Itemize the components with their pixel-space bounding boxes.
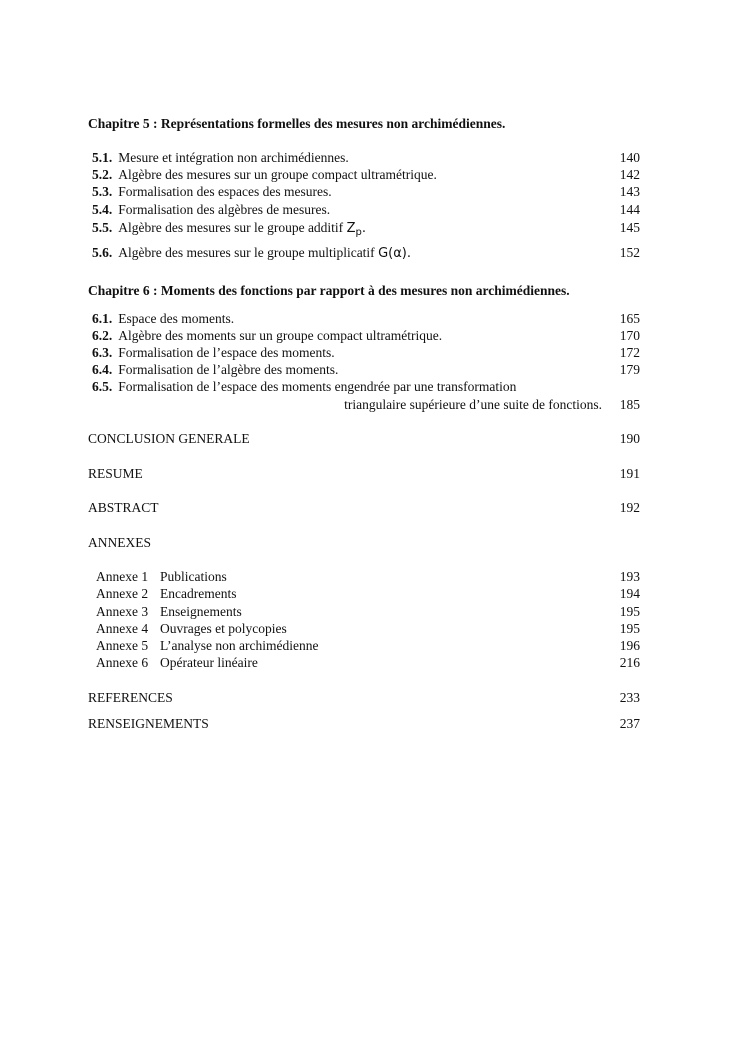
entry-text: Formalisation de l’espace des moments engendrée par une transformation bbox=[118, 379, 517, 394]
page-number: 179 bbox=[619, 362, 640, 377]
annex-text: Opérateur linéaire bbox=[160, 655, 258, 670]
entry-text: Mesure et intégration non archimédiennes. bbox=[118, 150, 349, 165]
math-z: Z bbox=[346, 221, 356, 236]
entry-number: 5.6. bbox=[92, 245, 113, 260]
page-number: 172 bbox=[619, 345, 640, 360]
annex-text: Publications bbox=[160, 569, 227, 584]
page-number: 152 bbox=[619, 245, 640, 260]
entry-number: 5.4. bbox=[92, 202, 113, 217]
section-label: RENSEIGNEMENTS bbox=[88, 716, 209, 731]
page-number: 190 bbox=[619, 431, 640, 446]
entry-number: 6.1. bbox=[92, 311, 113, 326]
chapter-5-title: Chapitre 5 : Représentations formelles des mesures non archimédiennes. bbox=[88, 116, 506, 131]
entry-text: Formalisation des espaces des mesures. bbox=[118, 184, 332, 199]
toc-entry-5-3 bbox=[92, 183, 640, 200]
entry-number: 5.2. bbox=[92, 167, 113, 182]
entry-text: Formalisation des algèbres de mesures. bbox=[118, 202, 331, 217]
toc-entry-6-1 bbox=[92, 310, 640, 327]
entry-number: 6.5. bbox=[92, 379, 113, 394]
entry-text: Algèbre des mesures sur le groupe additif bbox=[118, 220, 344, 235]
toc-entry-5-6 bbox=[92, 244, 640, 261]
toc-abstract bbox=[88, 499, 640, 516]
page-number: 237 bbox=[619, 716, 640, 731]
annex-label: Annexe 4 bbox=[96, 621, 149, 636]
toc-entry-5-4 bbox=[92, 201, 640, 218]
entry-number: 6.3. bbox=[92, 345, 113, 360]
entry-text: Algèbre des mesures sur un groupe compact ultramétrique. bbox=[118, 167, 437, 182]
entry-text: Formalisation de l’algèbre des moments. bbox=[118, 362, 339, 377]
page-number: 170 bbox=[619, 328, 640, 343]
math-symbol-zp bbox=[347, 221, 366, 236]
page-number: 191 bbox=[619, 466, 640, 481]
entry-number: 6.2. bbox=[92, 328, 113, 343]
annex-label: Annexe 3 bbox=[96, 604, 149, 619]
chapter-6-title: Chapitre 6 : Moments des fonctions par rapport à des mesures non archimédiennes. bbox=[88, 283, 570, 298]
toc-annexe-6 bbox=[96, 654, 640, 671]
annex-label: Annexe 2 bbox=[96, 586, 149, 601]
entry-number: 6.4. bbox=[92, 362, 113, 377]
toc-entry-6-4 bbox=[92, 361, 640, 378]
annex-text: L’analyse non archimédienne bbox=[160, 638, 319, 653]
toc-resume bbox=[88, 465, 640, 482]
toc-entry-5-5 bbox=[92, 219, 640, 236]
math-subscript-p: p bbox=[355, 227, 362, 238]
annex-text: Ouvrages et polycopies bbox=[160, 621, 287, 636]
entry-text-continuation: triangulaire supérieure d’une suite de fonctions. bbox=[344, 397, 602, 412]
toc-entry-6-5-continuation bbox=[92, 396, 640, 413]
page-number: 140 bbox=[619, 150, 640, 165]
entry-text: Formalisation de l’espace des moments. bbox=[118, 345, 335, 360]
toc-entry-5-1 bbox=[92, 149, 640, 166]
entry-number: 5.3. bbox=[92, 184, 113, 199]
toc-entry-6-3 bbox=[92, 344, 640, 361]
math-symbol-g-alpha: G(α). bbox=[378, 246, 411, 261]
toc-annexe-2 bbox=[96, 585, 640, 602]
toc-renseignements bbox=[88, 715, 640, 732]
entry-text: Espace des moments. bbox=[118, 311, 235, 326]
page-number: 195 bbox=[619, 621, 640, 636]
toc-entry-6-2 bbox=[92, 327, 640, 344]
annex-label: Annexe 1 bbox=[96, 569, 149, 584]
annex-text: Enseignements bbox=[160, 604, 242, 619]
annex-label: Annexe 6 bbox=[96, 655, 149, 670]
page-number: 143 bbox=[619, 184, 640, 199]
toc-annexe-3 bbox=[96, 603, 640, 620]
section-label: ANNEXES bbox=[88, 535, 151, 550]
toc-conclusion bbox=[88, 430, 640, 447]
section-label: RESUME bbox=[88, 466, 143, 481]
page-number: 144 bbox=[619, 202, 640, 217]
section-label: REFERENCES bbox=[88, 690, 173, 705]
toc-entry-6-5 bbox=[92, 378, 640, 395]
page-number: 192 bbox=[619, 500, 640, 515]
page-number: 193 bbox=[619, 569, 640, 584]
section-label: CONCLUSION GENERALE bbox=[88, 431, 250, 446]
entry-text: Algèbre des mesures sur le groupe multiplicatif bbox=[118, 245, 375, 260]
entry-number: 5.1. bbox=[92, 150, 113, 165]
page-number: 165 bbox=[619, 311, 640, 326]
math-period: . bbox=[361, 221, 366, 236]
page-number: 196 bbox=[619, 638, 640, 653]
page-number: 145 bbox=[619, 220, 640, 235]
toc-annexe-1 bbox=[96, 568, 640, 585]
page-number: 195 bbox=[619, 604, 640, 619]
entry-text: Algèbre des moments sur un groupe compact ultramétrique. bbox=[118, 328, 443, 343]
annex-label: Annexe 5 bbox=[96, 638, 149, 653]
toc-annexe-5 bbox=[96, 637, 640, 654]
toc-annexe-4 bbox=[96, 620, 640, 637]
entry-number: 5.5. bbox=[92, 220, 113, 235]
page-number: 216 bbox=[619, 655, 640, 670]
page-number: 142 bbox=[619, 167, 640, 182]
page-number: 185 bbox=[619, 397, 640, 412]
page-number: 194 bbox=[619, 586, 640, 601]
annex-text: Encadrements bbox=[160, 586, 237, 601]
section-label: ABSTRACT bbox=[88, 500, 159, 515]
toc-annexes bbox=[88, 534, 640, 551]
page-number: 233 bbox=[619, 690, 640, 705]
toc-entry-5-2 bbox=[92, 166, 640, 183]
toc-references bbox=[88, 689, 640, 706]
